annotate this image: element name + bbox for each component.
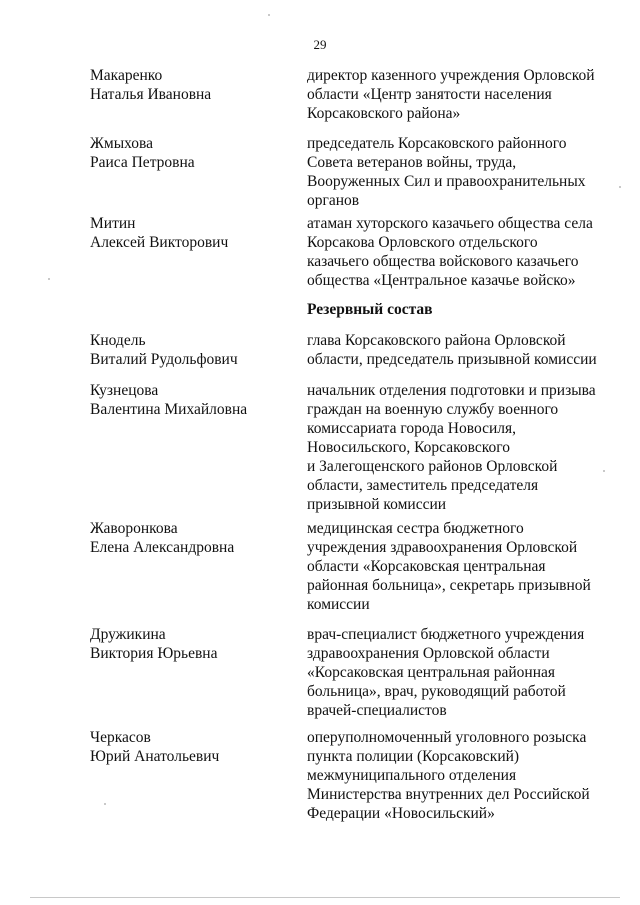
role-line: казачьего общества войскового казачьего bbox=[307, 253, 579, 270]
role-line: больница», врач, руководящий работой bbox=[307, 683, 566, 700]
member-name bbox=[90, 519, 290, 557]
role-line: атаман хуторского казачьего общества села bbox=[307, 215, 593, 232]
role-line: медицинская сестра бюджетного bbox=[307, 520, 524, 537]
member-surname: Черкасов bbox=[90, 729, 151, 746]
member-role bbox=[307, 625, 607, 720]
member-role bbox=[307, 519, 607, 614]
member-given-names: Юрий Анатольевич bbox=[90, 748, 220, 765]
member-given-names: Елена Александровна bbox=[90, 539, 235, 556]
member-surname: Дружикина bbox=[90, 626, 166, 643]
role-line: председатель Корсаковского районного bbox=[307, 135, 567, 152]
role-line: Федерации «Новосильский» bbox=[307, 805, 495, 822]
member-surname: Кузнецова bbox=[90, 382, 159, 399]
member-given-names: Виктория Юрьевна bbox=[90, 645, 218, 662]
role-line: Министерства внутренних дел Российской bbox=[307, 786, 590, 803]
role-line: области, заместитель председателя bbox=[307, 477, 539, 494]
member-surname: Жаворонкова bbox=[90, 520, 178, 537]
role-line: врач-специалист бюджетного учреждения bbox=[307, 626, 585, 643]
member-name bbox=[90, 381, 290, 419]
role-line: Вооруженных Сил и правоохранительных bbox=[307, 173, 586, 190]
role-line: граждан на военную службу военного bbox=[307, 401, 559, 418]
role-line: области, председатель призывной комиссии bbox=[307, 351, 597, 368]
scan-edge-line bbox=[30, 897, 620, 898]
member-name bbox=[90, 134, 290, 172]
role-line: межмуниципального отделения bbox=[307, 767, 517, 784]
role-line: оперуполномоченный уголовного розыска bbox=[307, 729, 587, 746]
page-number: 29 bbox=[313, 37, 327, 52]
member-role bbox=[307, 331, 607, 369]
scan-speck bbox=[619, 186, 621, 188]
member-name bbox=[90, 728, 290, 766]
member-given-names: Алексей Викторович bbox=[90, 234, 229, 251]
role-line: Новосильского, Корсаковского bbox=[307, 439, 510, 456]
member-given-names: Наталья Ивановна bbox=[90, 86, 212, 103]
role-line: «Корсаковская центральная районная bbox=[307, 664, 555, 681]
member-role bbox=[307, 66, 607, 123]
role-line: комиссии bbox=[307, 596, 370, 613]
role-line: районная больница», секретарь призывной bbox=[307, 577, 591, 594]
role-line: пункта полиции (Корсаковский) bbox=[307, 748, 520, 765]
member-surname: Жмыхова bbox=[90, 135, 154, 152]
role-line: врачей-специалистов bbox=[307, 702, 447, 719]
role-line: области «Центр занятости населения bbox=[307, 86, 552, 103]
member-role bbox=[307, 214, 607, 290]
member-given-names: Валентина Михайловна bbox=[90, 401, 248, 418]
role-line: области «Корсаковская центральная bbox=[307, 558, 546, 575]
scan-speck bbox=[48, 278, 50, 280]
member-role bbox=[307, 134, 607, 210]
member-surname: Кнодель bbox=[90, 332, 146, 349]
role-line: призывной комиссии bbox=[307, 496, 447, 513]
scan-speck bbox=[268, 14, 270, 16]
scan-speck bbox=[104, 803, 106, 805]
member-given-names: Раиса Петровна bbox=[90, 154, 195, 171]
member-name bbox=[90, 331, 290, 369]
role-line: здравоохранения Орловской области bbox=[307, 645, 550, 662]
member-name bbox=[90, 625, 290, 663]
member-surname: Митин bbox=[90, 215, 136, 232]
role-line: учреждения здравоохранения Орловской bbox=[307, 539, 578, 556]
reserve-section-title: Резервный состав bbox=[307, 301, 433, 318]
role-line: начальник отделения подготовки и призыва bbox=[307, 382, 596, 399]
role-line: Корсакова Орловского отдельского bbox=[307, 234, 538, 251]
member-name bbox=[90, 214, 290, 252]
member-surname: Макаренко bbox=[90, 67, 163, 84]
member-role bbox=[307, 381, 607, 514]
member-name bbox=[90, 66, 290, 104]
role-line: Корсаковского района» bbox=[307, 105, 461, 122]
role-line: директор казенного учреждения Орловской bbox=[307, 67, 595, 84]
role-line: Совета ветеранов войны, труда, bbox=[307, 154, 517, 171]
member-given-names: Виталий Рудольфович bbox=[90, 351, 238, 368]
role-line: общества «Центральное казачье войско» bbox=[307, 272, 576, 289]
role-line: комиссариата города Новосиля, bbox=[307, 420, 516, 437]
member-role bbox=[307, 728, 607, 823]
role-line: органов bbox=[307, 192, 360, 209]
role-line: и Залегощенского районов Орловской bbox=[307, 458, 558, 475]
role-line: глава Корсаковского района Орловской bbox=[307, 332, 566, 349]
scan-speck bbox=[603, 470, 605, 472]
